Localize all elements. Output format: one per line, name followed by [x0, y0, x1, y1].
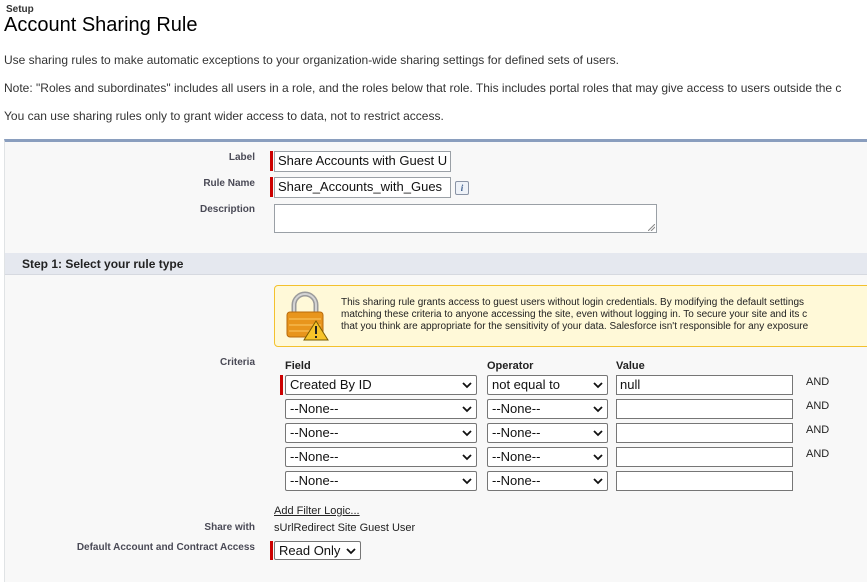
criteria-value-input[interactable]: [616, 399, 793, 419]
warning-line: This sharing rule grants access to guest users without login credentials. By modifying the default settings: [341, 297, 805, 308]
chevron-down-icon: [462, 404, 472, 414]
info-icon[interactable]: i: [455, 181, 469, 195]
and-label: AND: [806, 376, 830, 388]
select-value: --None--: [290, 473, 339, 488]
required-marker: [270, 177, 273, 197]
required-marker: [270, 151, 273, 171]
criteria-operator-select[interactable]: [487, 399, 608, 419]
description-field-label: Description: [199, 204, 255, 215]
select-value: --None--: [492, 425, 541, 440]
description-textarea[interactable]: [274, 204, 657, 233]
chevron-down-icon: [593, 428, 603, 438]
and-label: AND: [806, 400, 830, 412]
chevron-down-icon: [462, 380, 472, 390]
chevron-down-icon: [593, 476, 603, 486]
rule-name-field-label: Rule Name: [203, 178, 255, 189]
warning-line: that you think are appropriate for the sensitivity of your data. Salesforce isn't responsible for any exposure: [341, 321, 809, 332]
select-value: not equal to: [492, 377, 560, 392]
share-with-value: sUrlRedirect Site Guest User: [274, 522, 416, 534]
chevron-down-icon: [462, 452, 472, 462]
criteria-value-input[interactable]: [616, 423, 793, 443]
guest-warning-message: [274, 285, 867, 347]
chevron-down-icon: [593, 404, 603, 414]
default-access-label: Default Account and Contract Access: [76, 542, 255, 553]
required-marker: [280, 375, 283, 395]
criteria-operator-select[interactable]: [487, 423, 608, 443]
label-input[interactable]: Share Accounts with Guest U: [274, 151, 451, 172]
share-with-label: Share with: [204, 522, 255, 533]
chevron-down-icon: [346, 546, 356, 556]
select-value: --None--: [492, 449, 541, 464]
page-title: Account Sharing Rule: [4, 14, 198, 36]
intro-text-2: Note: "Roles and subordinates" includes all users in a role, and the roles below that role. This includes portal roles that may give access to users outside the c: [4, 81, 842, 95]
criteria-value-input[interactable]: [616, 447, 793, 467]
select-value: Read Only: [279, 543, 341, 558]
lock-warning-icon: [283, 291, 329, 341]
select-value: Created By ID: [290, 377, 372, 392]
select-value: --None--: [290, 449, 339, 464]
select-value: --None--: [492, 473, 541, 488]
select-value: --None--: [492, 401, 541, 416]
criteria-label: Criteria: [219, 357, 255, 368]
default-access-select[interactable]: [274, 541, 361, 560]
field-column-header: Field: [285, 360, 311, 372]
select-value: --None--: [290, 401, 339, 416]
criteria-operator-select[interactable]: [487, 471, 608, 491]
warning-line: matching these criteria to anyone accessing the site, even without logging in. To secure your site and its c: [341, 309, 808, 320]
criteria-operator-select[interactable]: [487, 447, 608, 467]
criteria-field-select[interactable]: [285, 423, 477, 443]
criteria-value-input[interactable]: null: [616, 375, 793, 395]
chevron-down-icon: [593, 452, 603, 462]
intro-text-3: You can use sharing rules only to grant wider access to data, not to restrict access.: [4, 109, 444, 123]
add-filter-logic-link[interactable]: Add Filter Logic...: [274, 505, 360, 517]
chevron-down-icon: [593, 380, 603, 390]
criteria-field-select[interactable]: [285, 471, 477, 491]
step1-header: [5, 253, 867, 275]
rule-name-input[interactable]: Share_Accounts_with_Gues: [274, 177, 451, 198]
chevron-down-icon: [462, 476, 472, 486]
label-field-label: Label: [228, 152, 255, 163]
criteria-field-select[interactable]: [285, 375, 477, 395]
resize-grip-icon[interactable]: [648, 224, 655, 231]
required-marker: [270, 541, 273, 560]
criteria-field-select[interactable]: [285, 399, 477, 419]
operator-column-header: Operator: [487, 360, 534, 372]
chevron-down-icon: [462, 428, 472, 438]
and-label: AND: [806, 424, 830, 436]
criteria-field-select[interactable]: [285, 447, 477, 467]
intro-text-1: Use sharing rules to make automatic exceptions to your organization-wide sharing settings for defined sets of users.: [4, 53, 619, 67]
select-value: --None--: [290, 425, 339, 440]
criteria-value-input[interactable]: [616, 471, 793, 491]
and-label: AND: [806, 448, 830, 460]
step1-title: Step 1: Select your rule type: [22, 257, 184, 271]
breadcrumb: Setup: [6, 4, 34, 15]
criteria-operator-select[interactable]: [487, 375, 608, 395]
warning-text: [341, 297, 808, 333]
value-column-header: Value: [616, 360, 645, 372]
